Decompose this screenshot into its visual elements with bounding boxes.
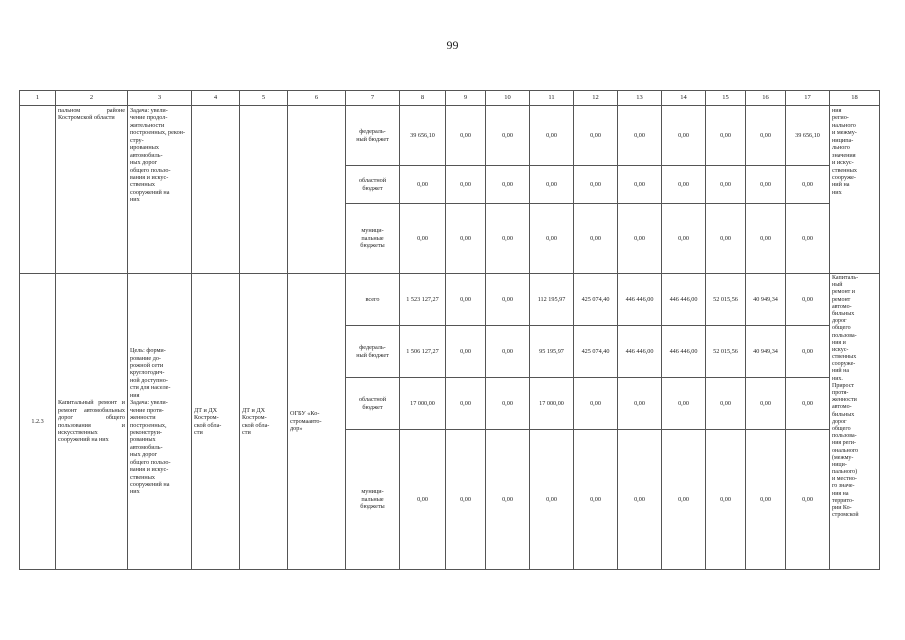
value-cell: 446 446,00 <box>618 274 662 326</box>
value-cell: 0,00 <box>486 106 530 166</box>
value-cell: 0,00 <box>662 430 706 570</box>
responsible-cell: ДТ и ДХ Костром- ской обла- сти <box>192 274 240 570</box>
value-cell: 0,00 <box>530 204 574 274</box>
value-cell: 39 656,10 <box>400 106 446 166</box>
column-number: 17 <box>786 91 830 106</box>
value-cell: 39 656,10 <box>786 106 830 166</box>
expected-result-cell: Капиталь- ный ремонт и ремонт автомо- бильных дорог общего пользова- ния и искус- ственных сооруже- ний на них. Прирост протя- женности автомо- бильных дорог общего пользова- ния реги- онального (межму- ници- пального) и местно- го значе- ния на террито- рии Ко- стромской <box>830 274 880 570</box>
value-cell: 0,00 <box>486 274 530 326</box>
page-number: 99 <box>446 38 459 52</box>
value-cell: 0,00 <box>446 430 486 570</box>
row-number-cell <box>20 106 56 274</box>
value-cell: 52 015,56 <box>706 326 746 378</box>
expected-result-cell: ния регио- нального и межму- ниципа- льного значения и искус- ственных сооруже- ний на них <box>830 106 880 274</box>
value-cell: 0,00 <box>618 378 662 430</box>
column-number: 15 <box>706 91 746 106</box>
row-number-cell: 1.2.3 <box>20 274 56 570</box>
column-number: 18 <box>830 91 880 106</box>
column-number: 12 <box>574 91 618 106</box>
column-number: 7 <box>346 91 400 106</box>
value-cell: 52 015,56 <box>706 274 746 326</box>
value-cell: 0,00 <box>786 204 830 274</box>
value-cell: 0,00 <box>400 430 446 570</box>
value-cell: 0,00 <box>446 378 486 430</box>
value-cell: 0,00 <box>574 204 618 274</box>
value-cell: 425 074,40 <box>574 326 618 378</box>
funding-source-label: муници- пальные бюджеты <box>346 204 400 274</box>
value-cell: 0,00 <box>662 106 706 166</box>
budget-table <box>19 90 880 570</box>
column-number: 13 <box>618 91 662 106</box>
value-cell: 0,00 <box>446 166 486 204</box>
value-cell: 0,00 <box>786 166 830 204</box>
value-cell: 0,00 <box>530 430 574 570</box>
column-number-row <box>20 91 880 106</box>
value-cell: 0,00 <box>618 204 662 274</box>
coexecutor-cell <box>240 106 288 274</box>
column-number: 4 <box>192 91 240 106</box>
funding-source-label: федераль- ный бюджет <box>346 106 400 166</box>
value-cell: 40 949,34 <box>746 274 786 326</box>
column-number: 9 <box>446 91 486 106</box>
value-cell: 0,00 <box>662 204 706 274</box>
value-cell: 0,00 <box>486 326 530 378</box>
participant-cell: ОГБУ «Ко- стромаавто- дор» <box>288 274 346 570</box>
column-number: 6 <box>288 91 346 106</box>
column-number: 5 <box>240 91 288 106</box>
funding-source-label: областной бюджет <box>346 166 400 204</box>
value-cell: 0,00 <box>786 430 830 570</box>
column-number: 8 <box>400 91 446 106</box>
value-cell: 0,00 <box>706 378 746 430</box>
funding-source-label: муници- пальные бюджеты <box>346 430 400 570</box>
value-cell: 0,00 <box>400 166 446 204</box>
value-cell: 95 195,97 <box>530 326 574 378</box>
value-cell: 112 195,97 <box>530 274 574 326</box>
value-cell: 0,00 <box>706 430 746 570</box>
table-row <box>20 106 880 166</box>
value-cell: 0,00 <box>530 166 574 204</box>
value-cell: 0,00 <box>446 106 486 166</box>
value-cell: 1 523 127,27 <box>400 274 446 326</box>
column-number: 10 <box>486 91 530 106</box>
value-cell: 0,00 <box>618 430 662 570</box>
participant-cell <box>288 106 346 274</box>
value-cell: 0,00 <box>746 378 786 430</box>
event-name-cell: пальном районе Костромской области <box>56 106 128 274</box>
goal-task-cell: Цель: форми- рование до- рожной сети круглогодич- ной доступно- сти для населе- ния Задача: увели- чение протя- женности построенных, реконструи- рованных автомобиль- ных дорог общего пользо- вания и искус- ственных сооружений на них <box>128 274 192 570</box>
value-cell: 0,00 <box>746 204 786 274</box>
value-cell: 425 074,40 <box>574 274 618 326</box>
value-cell: 0,00 <box>446 204 486 274</box>
value-cell: 0,00 <box>486 430 530 570</box>
funding-source-label: областной бюджет <box>346 378 400 430</box>
value-cell: 17 000,00 <box>530 378 574 430</box>
value-cell: 0,00 <box>530 106 574 166</box>
value-cell: 446 446,00 <box>662 274 706 326</box>
value-cell: 0,00 <box>706 204 746 274</box>
value-cell: 0,00 <box>486 378 530 430</box>
value-cell: 0,00 <box>446 326 486 378</box>
value-cell: 40 949,34 <box>746 326 786 378</box>
funding-source-label: всего <box>346 274 400 326</box>
value-cell: 0,00 <box>574 378 618 430</box>
value-cell: 0,00 <box>486 166 530 204</box>
column-number: 16 <box>746 91 786 106</box>
value-cell: 0,00 <box>786 274 830 326</box>
value-cell: 0,00 <box>706 106 746 166</box>
value-cell: 0,00 <box>746 166 786 204</box>
value-cell: 0,00 <box>706 166 746 204</box>
value-cell: 0,00 <box>400 204 446 274</box>
value-cell: 1 506 127,27 <box>400 326 446 378</box>
value-cell: 0,00 <box>486 204 530 274</box>
responsible-cell <box>192 106 240 274</box>
value-cell: 446 446,00 <box>662 326 706 378</box>
value-cell: 0,00 <box>574 430 618 570</box>
column-number: 2 <box>56 91 128 106</box>
value-cell: 0,00 <box>746 430 786 570</box>
table-row <box>20 274 880 326</box>
value-cell: 17 000,00 <box>400 378 446 430</box>
value-cell: 0,00 <box>662 166 706 204</box>
value-cell: 0,00 <box>574 106 618 166</box>
column-number: 3 <box>128 91 192 106</box>
goal-task-cell: Задача: увели- чение продол- жительности построенных, рекон- стру- ированных автомобиль- ных дорог общего пользо- вания и искус- ственных сооружений на них <box>128 106 192 274</box>
value-cell: 0,00 <box>746 106 786 166</box>
column-number: 11 <box>530 91 574 106</box>
value-cell: 0,00 <box>662 378 706 430</box>
column-number: 14 <box>662 91 706 106</box>
value-cell: 0,00 <box>574 166 618 204</box>
value-cell: 0,00 <box>618 166 662 204</box>
value-cell: 0,00 <box>786 326 830 378</box>
coexecutor-cell: ДТ и ДХ Костром- ской обла- сти <box>240 274 288 570</box>
value-cell: 0,00 <box>786 378 830 430</box>
value-cell: 0,00 <box>618 106 662 166</box>
funding-source-label: федераль- ный бюджет <box>346 326 400 378</box>
value-cell: 0,00 <box>446 274 486 326</box>
column-number: 1 <box>20 91 56 106</box>
value-cell: 446 446,00 <box>618 326 662 378</box>
event-name-cell: Капитальный ремонт и ремонт автомобильных дорог общего пользования и искусственных сооружений на них <box>56 274 128 570</box>
